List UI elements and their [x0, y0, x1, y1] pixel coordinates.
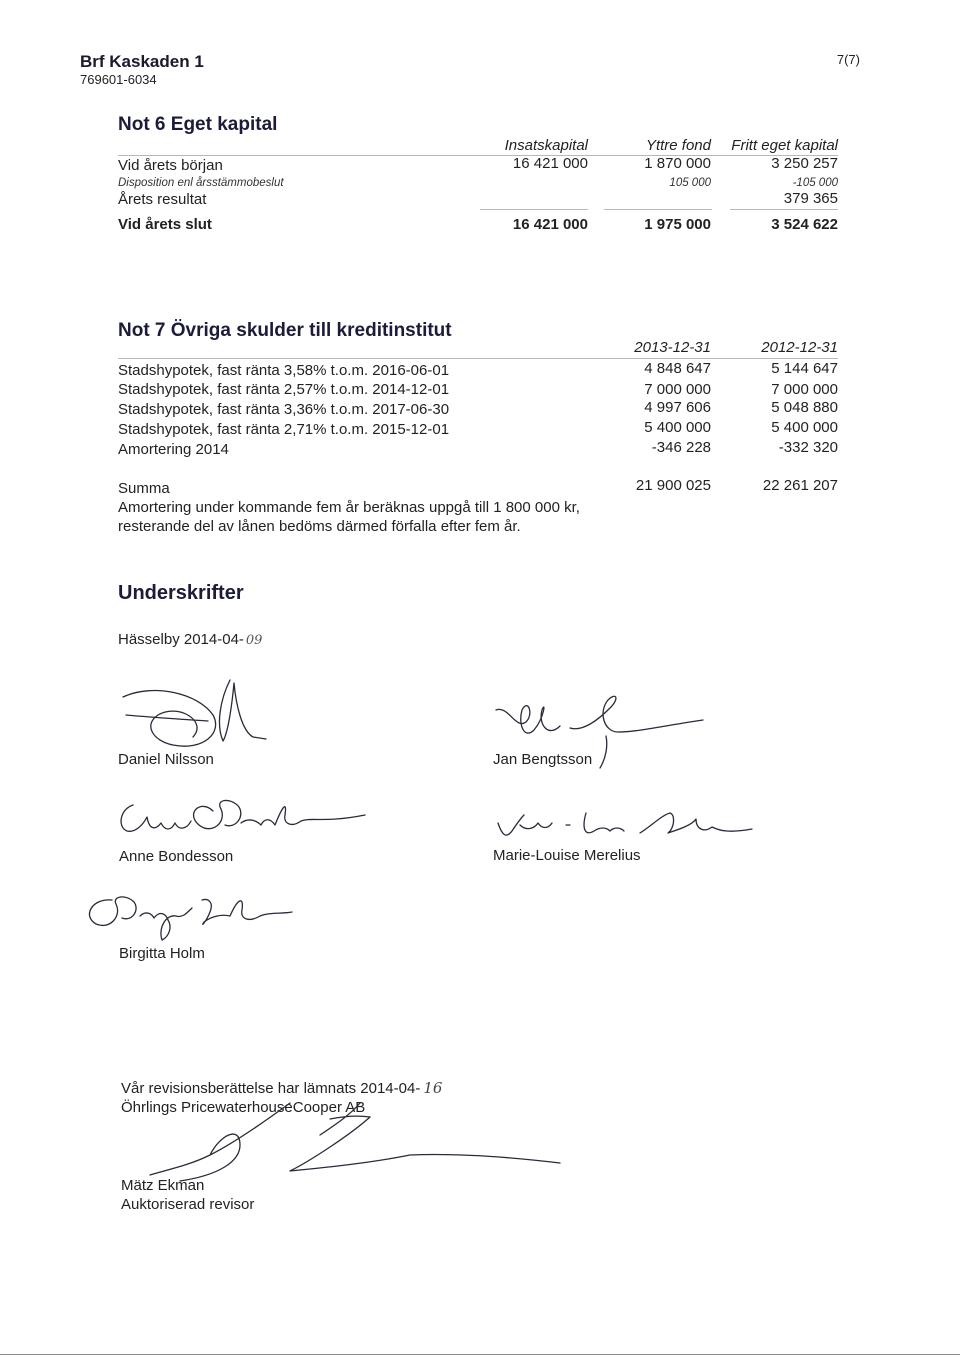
note7-value: 4 997 606	[644, 399, 711, 416]
auditor-statement-text: Vår revisionsberättelse har lämnats 2014-04-	[121, 1080, 421, 1097]
note6-total-label: Vid årets slut	[118, 216, 212, 233]
note6-col-header: Yttre fond	[645, 137, 711, 154]
note7-col-header: 2013-12-31	[634, 339, 711, 356]
note7-value: 5 048 880	[771, 399, 838, 416]
note7-title: Not 7 Övriga skulder till kreditinstitut	[118, 320, 452, 341]
association-name: Brf Kaskaden 1	[80, 52, 204, 71]
auditor-title: Auktoriserad revisor	[121, 1196, 255, 1213]
note7-row-label: Stadshypotek, fast ränta 3,58% t.o.m. 2016-06-01	[118, 362, 450, 379]
note7-row-label: Stadshypotek, fast ränta 3,36% t.o.m. 2017-06-30	[118, 401, 450, 418]
note7-value: 7 000 000	[771, 381, 838, 398]
note6-col-header: Fritt eget kapital	[731, 137, 838, 154]
note7-sum-label: Summa	[118, 480, 170, 497]
place-date	[118, 631, 262, 648]
sum-rule	[730, 209, 838, 210]
auditor-date-handwritten: 16	[423, 1079, 443, 1097]
note7-value: 5 400 000	[771, 419, 838, 436]
note7-row-label: Stadshypotek, fast ränta 2,57% t.o.m. 2014-12-01	[118, 381, 450, 398]
note6-value: 105 000	[669, 177, 711, 189]
note7-sum-value: 22 261 207	[762, 477, 838, 494]
signer-name: Jan Bengtsson	[493, 751, 593, 768]
signer-name: Marie-Louise Merelius	[493, 847, 641, 864]
sum-rule	[604, 209, 712, 210]
scan-edge	[0, 1354, 960, 1355]
signer-name: Birgitta Holm	[119, 945, 205, 962]
place-date-text: Hässelby 2014-04-	[118, 631, 244, 648]
note7-row-label: Stadshypotek, fast ränta 2,71% t.o.m. 2015-12-01	[118, 421, 450, 438]
header-rule	[118, 358, 838, 359]
note7-row-label: Amortering 2014	[118, 441, 229, 458]
note6-value: 3 250 257	[771, 155, 838, 172]
note6-value: 1 870 000	[644, 155, 711, 172]
note7-value: -332 320	[778, 439, 838, 456]
note7-footnote-line: Amortering under kommande fem år beräknas uppgå till 1 800 000 kr,	[118, 499, 580, 516]
auditor-name: Mätz Ekman	[121, 1177, 205, 1194]
note7-col-header: 2012-12-31	[761, 339, 838, 356]
note7-value: 7 000 000	[644, 381, 711, 398]
org-number: 769601-6034	[80, 72, 157, 87]
note6-col-header: Insatskapital	[504, 137, 588, 154]
note6-total-value: 16 421 000	[512, 216, 588, 233]
note6-row-label: Disposition enl årsstämmobeslut	[118, 177, 284, 189]
note7-value: -346 228	[651, 439, 711, 456]
audit-firm: Öhrlings PricewaterhouseCooper AB	[121, 1099, 366, 1116]
note6-value: 379 365	[783, 190, 838, 207]
note6-row-label: Årets resultat	[118, 191, 207, 208]
signature-anne-bondesson	[115, 795, 375, 845]
note6-row-label: Vid årets början	[118, 157, 223, 174]
note7-value: 5 144 647	[771, 360, 838, 377]
note7-value: 5 400 000	[644, 419, 711, 436]
signature-marie-louise-merelius	[490, 805, 770, 845]
note6-total-value: 1 975 000	[644, 216, 711, 233]
header-rule	[118, 155, 838, 156]
note6-title: Not 6 Eget kapital	[118, 114, 278, 135]
note6-total-value: 3 524 622	[771, 216, 838, 233]
note7-footnote-line: resterande del av lånen bedöms därmed förfalla efter fem år.	[118, 518, 521, 535]
note6-value: 16 421 000	[512, 155, 588, 172]
note6-value: -105 000	[792, 177, 838, 189]
sum-rule	[480, 209, 588, 210]
signer-name: Daniel Nilsson	[118, 751, 214, 768]
note7-value: 4 848 647	[644, 360, 711, 377]
page-number: 7(7)	[836, 52, 860, 67]
note7-sum-value: 21 900 025	[635, 477, 711, 494]
signatures-title: Underskrifter	[118, 582, 244, 604]
signer-name: Anne Bondesson	[119, 848, 234, 865]
signature-birgitta-holm	[82, 888, 322, 948]
place-date-handwritten: 09	[245, 633, 263, 648]
